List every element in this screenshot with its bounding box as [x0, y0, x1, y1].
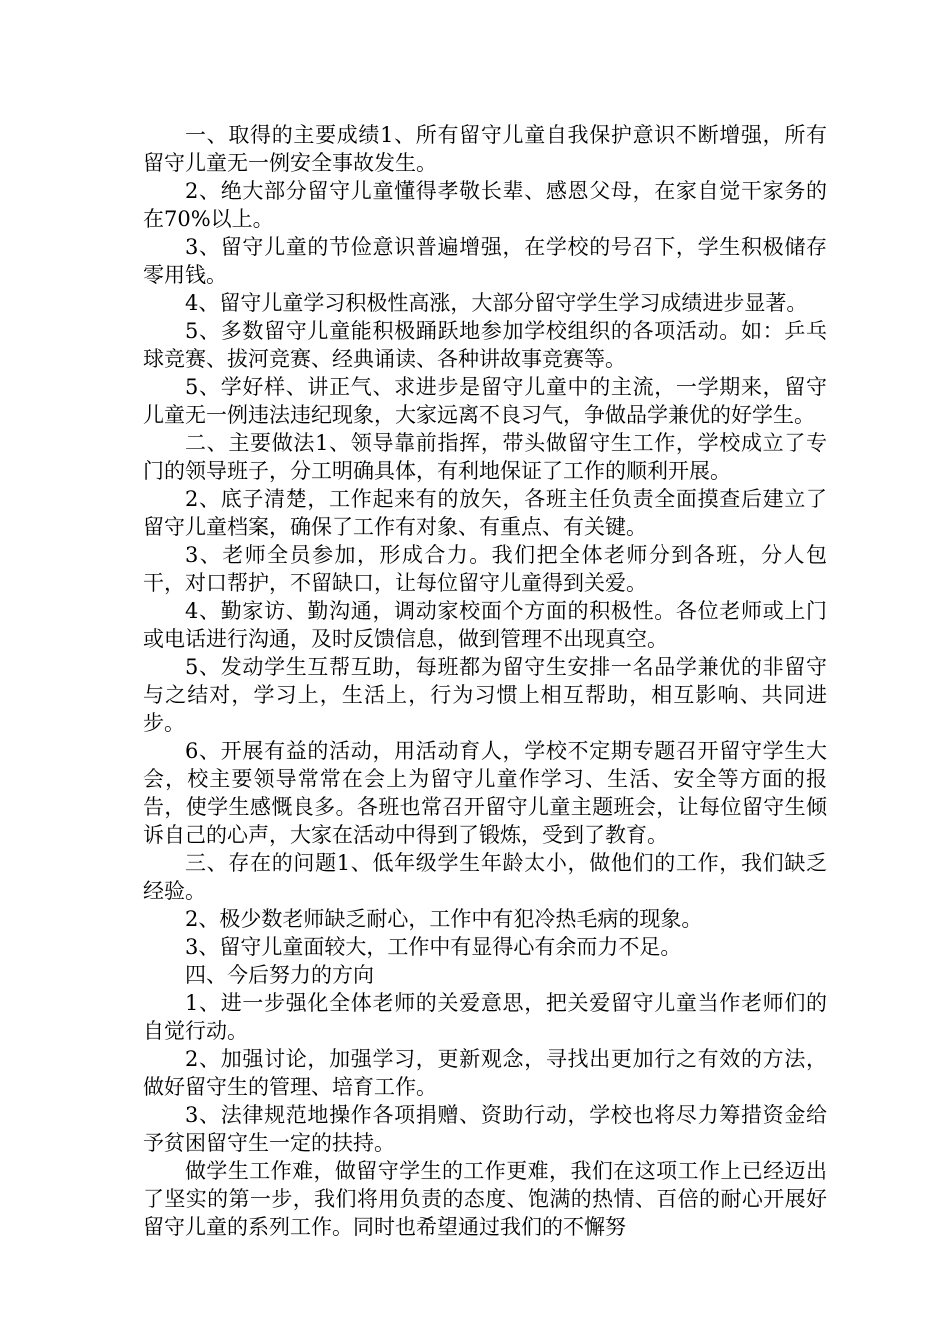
paragraph-problems-intro: 三、存在的问题1、低年级学生年龄太小，做他们的工作，我们缺乏经验。	[143, 851, 827, 903]
paragraph-future-3: 3、法律规范地操作各项捐赠、资助行动，学校也将尽力筹措资金给予贫困留守生一定的扶持。	[143, 1103, 827, 1155]
paragraph-method-6: 6、开展有益的活动，用活动育人，学校不定期专题召开留守学生大会，校主要领导常常在会上为留守儿童作学习、生活、安全等方面的报告，使学生感慨良多。各班也常召开留守儿童主题班会，让每位留守生倾诉自己的心声，大家在活动中得到了锻炼，受到了教育。	[143, 739, 827, 847]
document-body	[143, 121, 827, 1241]
paragraph-achievement-3: 3、留守儿童的节俭意识普遍增强，在学校的号召下，学生积极储存零用钱。	[143, 235, 827, 287]
paragraph-future-1: 1、进一步强化全体老师的关爱意思，把关爱留守儿童当作老师们的自觉行动。	[143, 991, 827, 1043]
paragraph-method-5: 5、发动学生互帮互助，每班都为留守生安排一名品学兼优的非留守与之结对，学习上，生活上，行为习惯上相互帮助，相互影响、共同进步。	[143, 655, 827, 735]
paragraph-problem-2: 2、极少数老师缺乏耐心，工作中有犯冷热毛病的现象。	[185, 907, 703, 931]
paragraph-achievements-intro: 一、取得的主要成绩1、所有留守儿童自我保护意识不断增强，所有留守儿童无一例安全事故发生。	[143, 123, 827, 175]
paragraph-achievement-4: 4、留守儿童学习积极性高涨，大部分留守学生学习成绩进步显著。	[185, 291, 808, 315]
paragraph-future-2: 2、加强讨论，加强学习，更新观念，寻找出更加行之有效的方法，做好留守生的管理、培育工作。	[143, 1047, 827, 1099]
paragraph-method-3: 3、老师全员参加，形成合力。我们把全体老师分到各班，分人包干，对口帮护，不留缺口，让每位留守儿童得到关爱。	[143, 543, 827, 595]
paragraph-method-2: 2、底子清楚，工作起来有的放矢，各班主任负责全面摸查后建立了留守儿童档案，确保了工作有对象、有重点、有关键。	[143, 487, 827, 539]
paragraph-achievement-5b: 5、学好样、讲正气、求进步是留守儿童中的主流，一学期来，留守儿童无一例违法违纪现象，大家远离不良习气，争做品学兼优的好学生。	[143, 375, 827, 427]
paragraph-future-heading: 四、今后努力的方向	[185, 963, 374, 987]
paragraph-methods-intro: 二、主要做法1、领导靠前指挥，带头做留守生工作，学校成立了专门的领导班子，分工明确具体，有利地保证了工作的顺利开展。	[143, 431, 827, 483]
paragraph-conclusion: 做学生工作难，做留守学生的工作更难，我们在这项工作上已经迈出了坚实的第一步，我们将用负责的态度、饱满的热情、百倍的耐心开展好留守儿童的系列工作。同时也希望通过我们的不懈努	[143, 1159, 827, 1239]
paragraph-problem-3: 3、留守儿童面较大，工作中有显得心有余而力不足。	[185, 935, 682, 959]
paragraph-achievement-2: 2、绝大部分留守儿童懂得孝敬长辈、感恩父母，在家自觉干家务的在70%以上。	[143, 179, 827, 231]
paragraph-method-4: 4、勤家访、勤沟通，调动家校面个方面的积极性。各位老师或上门或电话进行沟通，及时反馈信息，做到管理不出现真空。	[143, 599, 827, 651]
paragraph-achievement-5a: 5、多数留守儿童能积极踊跃地参加学校组织的各项活动。如：乒乓球竞赛、拔河竞赛、经典诵读、各种讲故事竞赛等。	[143, 319, 827, 371]
